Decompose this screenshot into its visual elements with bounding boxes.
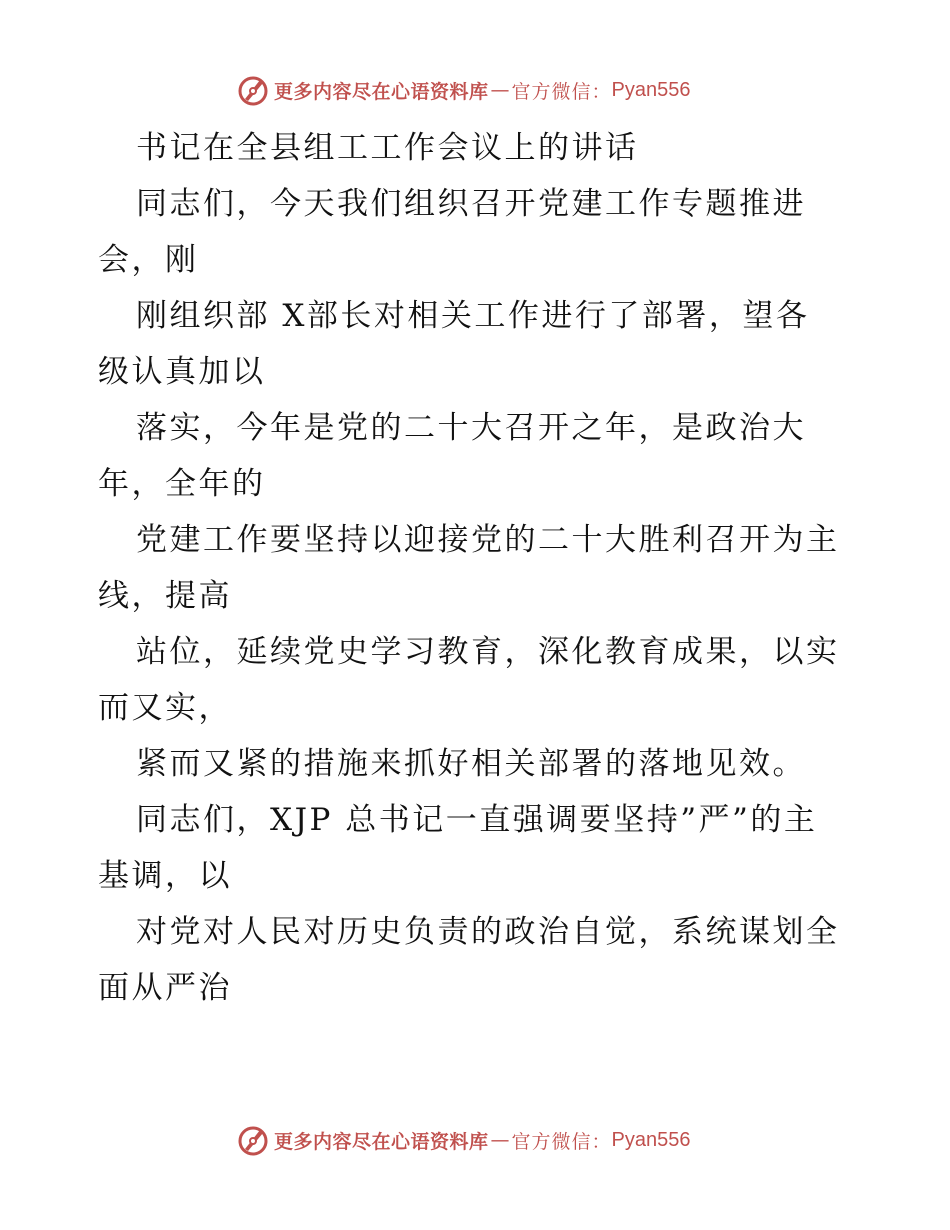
- document-line: 同志们，今天我们组织召开党建工作专题推进: [136, 186, 806, 222]
- footer-banner-wechat-label: 官方微信：: [511, 1130, 612, 1153]
- quill-logo-icon: [236, 1123, 270, 1157]
- document-line: 会，刚: [98, 242, 199, 278]
- document-line: 级认真加以: [98, 354, 266, 390]
- header-banner-wechat-id: Pyan556: [611, 78, 691, 101]
- footer-banner: [236, 1122, 691, 1158]
- document-line: 对党对人民对历史负责的政治自觉，系统谋划全: [136, 914, 840, 950]
- document-line: 落实，今年是党的二十大召开之年，是政治大: [136, 410, 806, 446]
- document-line: 站位，延续党史学习教育，深化教育成果，以实: [136, 634, 840, 670]
- footer-banner-wechat-id: Pyan556: [611, 1128, 691, 1151]
- header-banner: [236, 72, 691, 108]
- document-line: 年，全年的: [98, 466, 266, 502]
- document-line: 而又实，: [98, 690, 232, 726]
- document-line: 刚组织部 X部长对相关工作进行了部署，望各: [136, 298, 810, 334]
- document-line: 同志们，XJP 总书记一直强调要坚持”严”的主: [136, 802, 818, 838]
- footer-banner-text: 更多内容尽在心语资料库: [274, 1130, 489, 1153]
- header-banner-dash: —: [490, 79, 510, 101]
- document-line: 基调，以: [98, 858, 232, 894]
- document-line: 书记在全县组工工作会议上的讲话: [136, 130, 639, 166]
- quill-logo-icon: [236, 73, 270, 107]
- header-banner-wechat-label: 官方微信：: [511, 80, 612, 103]
- document-line: 紧而又紧的措施来抓好相关部署的落地见效。: [136, 746, 806, 782]
- footer-banner-dash: —: [490, 1129, 510, 1151]
- document-body: [98, 120, 858, 1016]
- document-line: 线，提高: [98, 578, 232, 614]
- header-banner-text: 更多内容尽在心语资料库: [274, 80, 489, 103]
- document-line: 面从严治: [98, 970, 232, 1006]
- document-line: 党建工作要坚持以迎接党的二十大胜利召开为主: [136, 522, 840, 558]
